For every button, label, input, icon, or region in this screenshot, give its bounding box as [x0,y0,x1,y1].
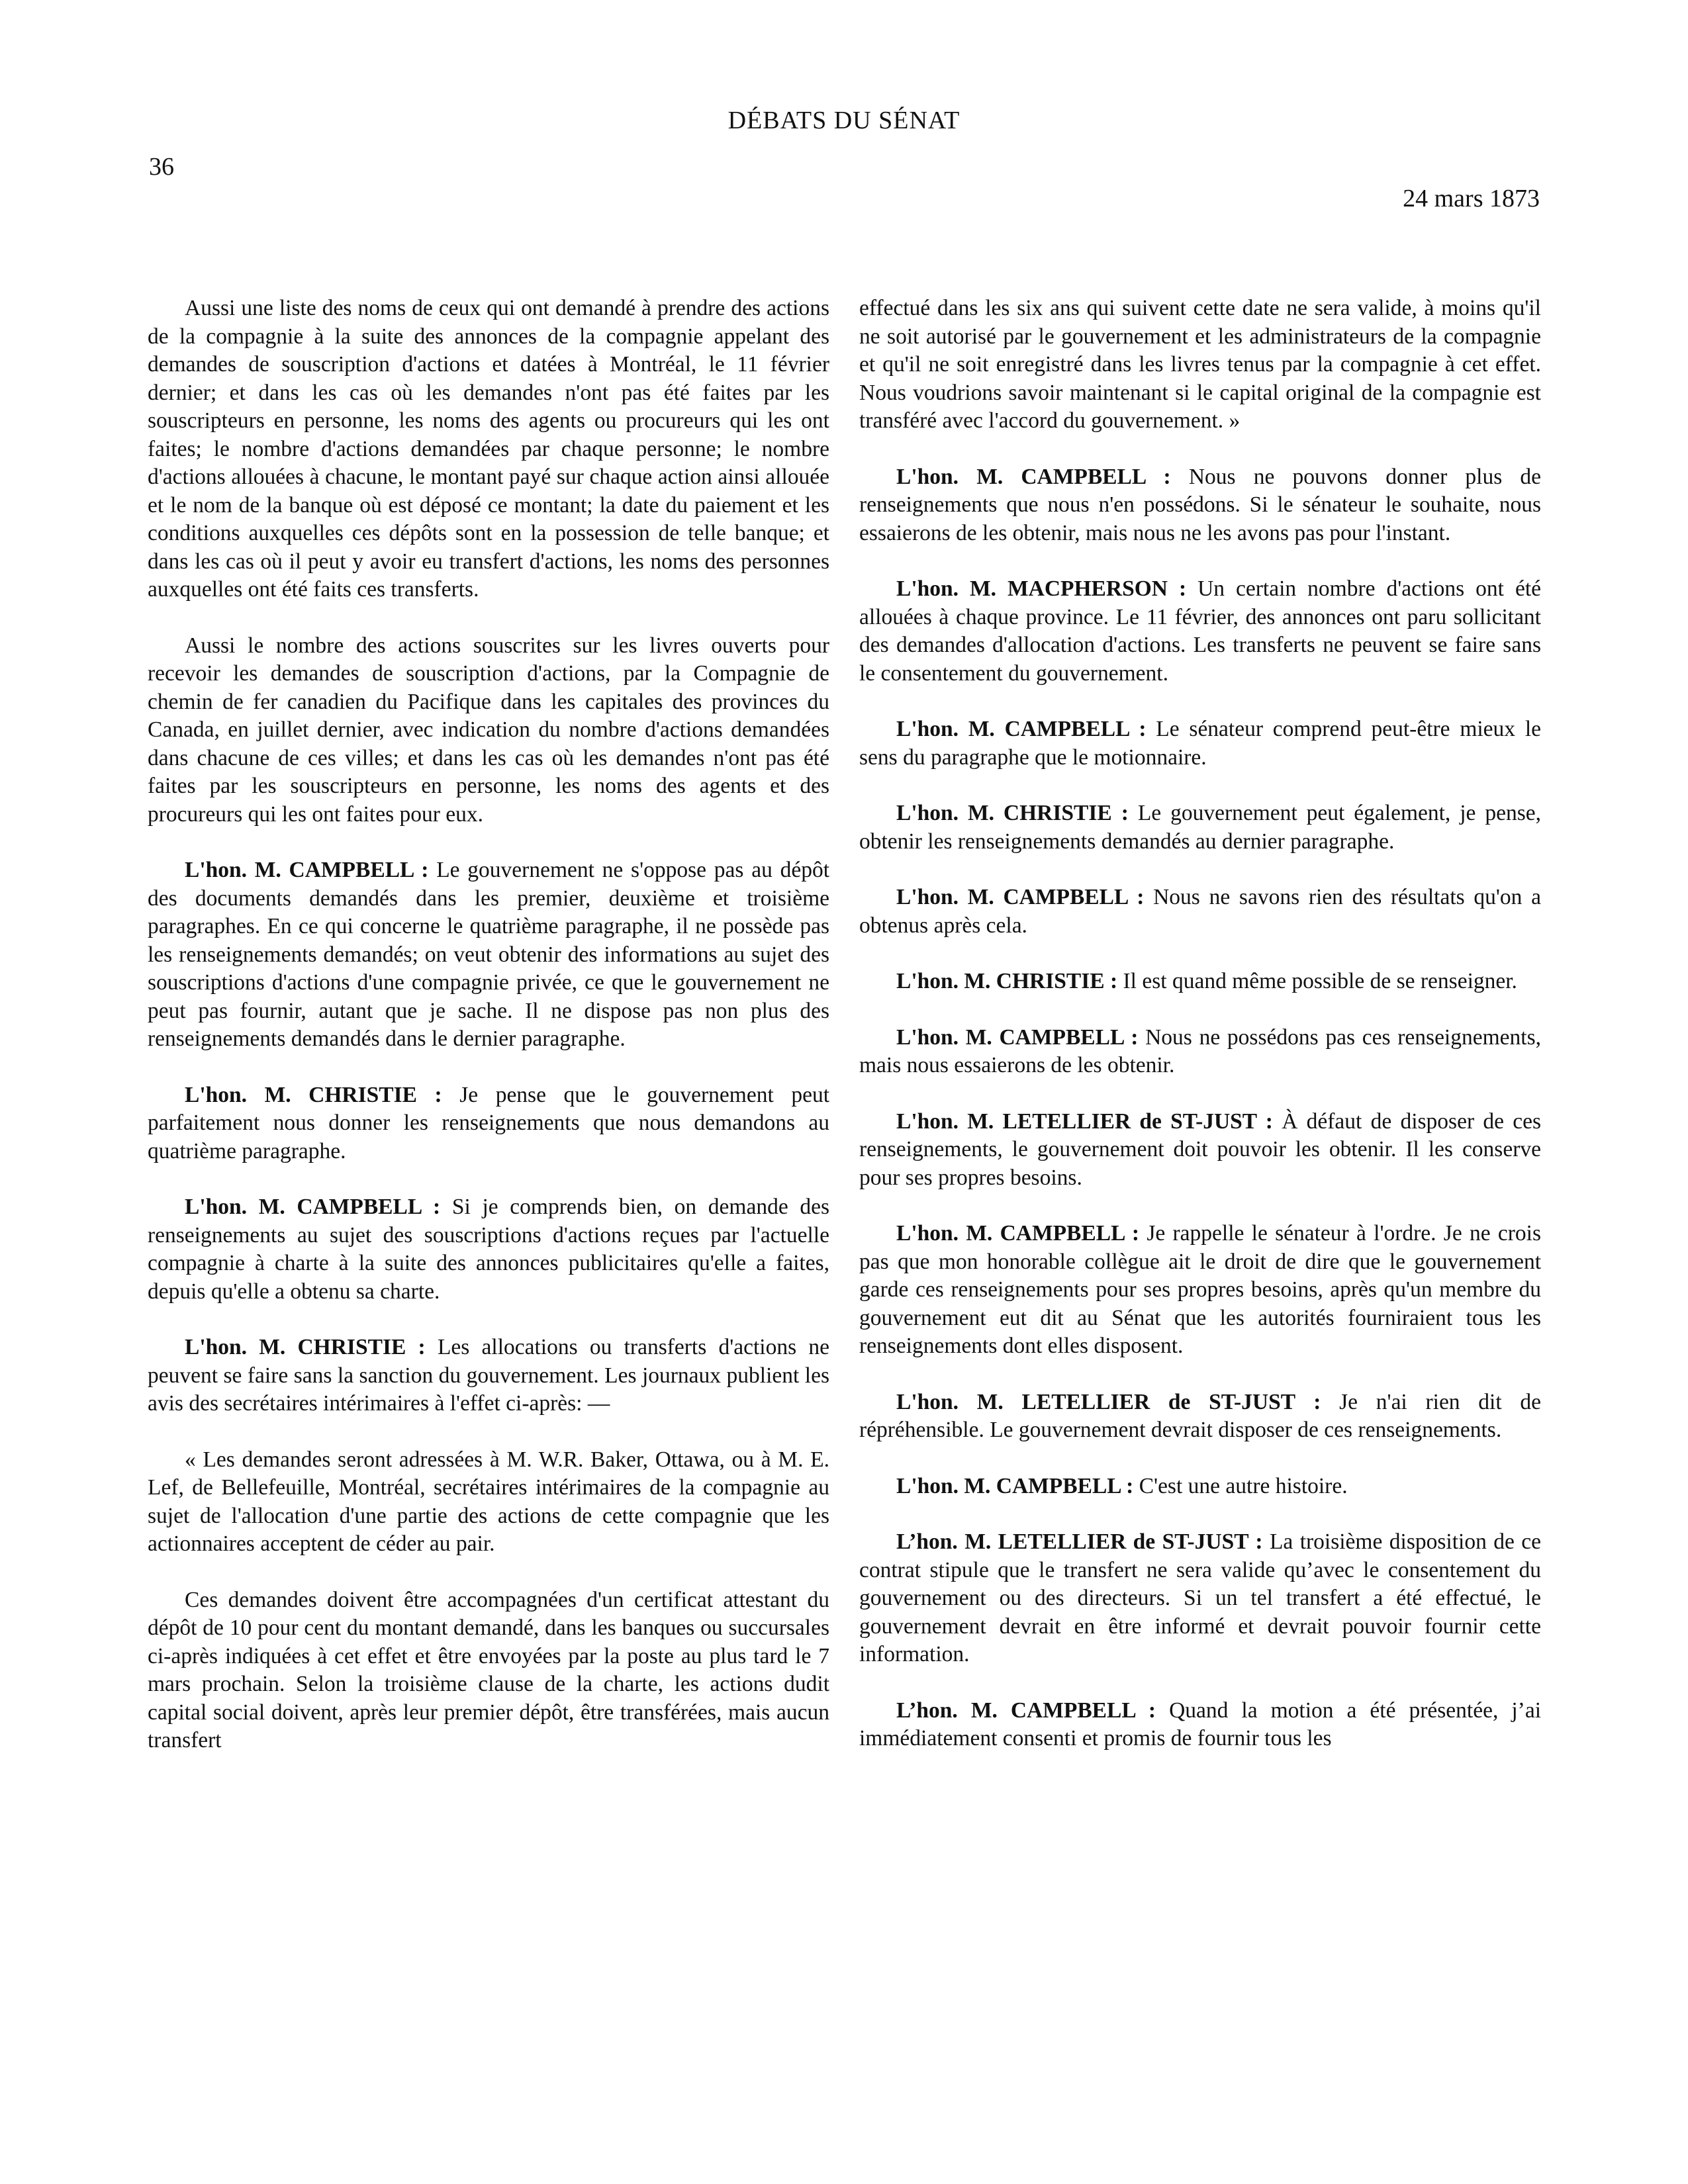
paragraph [859,884,1541,940]
paragraph [859,1220,1541,1361]
paragraph-text: Un certain nombre d'actions ont été allouées à chaque province. Le 11 février, des annonces ont paru sollicitant des demandes d'allocation d'actions. Les transferts ne peuvent se faire sans le consentement du gouvernement. [859,576,1541,686]
paragraph-text: Nous ne savons rien des résultats qu'on a obtenus après cela. [859,885,1542,938]
paragraph [859,1697,1541,1753]
page-date: 24 mars 1873 [1403,185,1540,212]
speaker-name: L’hon. M. LETELLIER de ST-JUST : [896,1529,1263,1554]
paragraph [859,463,1541,548]
paragraph-text: Aussi le nombre des actions souscrites sur les livres ouverts pour recevoir les demandes de souscription d'actions, par la Compagnie de chemin de fer canadien du Pacifique dans les capitales des provinces du Canada, en juillet dernier, avec indication du nombre d'actions demandées dans chacune de ces villes; et dans les cas où les demandes n'ont pas été faites par les souscripteurs en personne, les noms des agents et des procureurs qui les ont faites pour eux. [148,633,829,827]
continued-paragraph [859,295,1541,435]
paragraph-text: Nous ne pouvons donner plus de renseignements que nous n'en possédons. Si le sénateur le souhaite, nous essaierons de les obtenir, mais nous ne les avons pas pour l'instant. [859,464,1542,545]
paragraph-text: C'est une autre histoire. [1139,1473,1348,1498]
paragraph-text: effectué dans les six ans qui suivent cette date ne sera valide, à moins qu'il ne soit autorisé par le gouvernement et les administrateurs de la compagnie et qu'il ne soit enregistré dans les livres tenus par la compagnie à cet effet. Nous voudrions savoir maintenant si le capital original de la compagnie est transféré avec l'accord du gouvernement. » [859,296,1541,433]
speaker-name: L'hon. M. CAMPBELL : [896,717,1147,741]
page-number: 36 [149,153,174,181]
paragraph-text: Aussi une liste des noms de ceux qui ont demandé à prendre des actions de la compagnie à la suite des annonces de la compagnie appelant des demandes de souscription d'actions et datées à Montréal, le 11 février dernier; et dans les cas où les demandes n'ont pas été faites par les souscripteurs en personne, les noms des agents ou procureurs qui les ont faites; le nombre d'actions demandées par chaque personne; le nombre d'actions allouées à chacune, le montant payé sur chaque action ainsi allouée et le nom de la banque où est déposé ce montant; la date du paiement et les conditions auxquelles ces dépôts sont en la possession de telle banque; et dans les cas où il peut y avoir eu transfert d'actions, les noms des personnes auxquelles ont été faits ces transferts. [148,296,829,602]
paragraph [859,715,1541,772]
paragraph-text: Je pense que le gouvernement peut parfaitement nous donner les renseignements que nous demandons au quatrième paragraphe. [148,1082,830,1163]
speaker-name: L'hon. M. CHRISTIE : [185,1082,442,1107]
quoted-paragraph [148,1446,829,1559]
paragraph-text: À défaut de disposer de ces renseignements, le gouvernement doit pouvoir les obtenir. Il les conserve pour ses propres besoins. [859,1109,1542,1190]
speaker-name: L'hon. M. CAMPBELL : [896,885,1145,909]
speaker-name: L'hon. M. CAMPBELL : [896,1024,1139,1050]
running-header-title: DÉBATS DU SÉNAT [727,107,961,134]
paragraph [859,1108,1541,1193]
speaker-name: L'hon. M. CAMPBELL : [185,858,429,882]
quoted-paragraph [148,1586,829,1755]
paragraph [148,295,829,604]
paragraph [859,1024,1541,1080]
paragraph-text: Quand la motion a été présentée, j’ai immédiatement consenti et promis de fournir tous les [859,1698,1541,1751]
speaker-name: L'hon. M. LETELLIER de ST-JUST : [896,1109,1273,1134]
paragraph-text: Les allocations ou transferts d'actions ne peuvent se faire sans la sanction du gouvernement. Les journaux publient les avis des secrétaires intérimaires à l'effet ci-après: — [148,1335,829,1416]
paragraph [859,1473,1541,1501]
speaker-name: L'hon. M. CAMPBELL : [896,1473,1134,1498]
left-column [148,295,829,1783]
speaker-name: L'hon. M. CAMPBELL : [185,1195,441,1219]
paragraph [148,856,829,1054]
paragraph [148,1334,829,1418]
paragraph-text: Je n'ai rien dit de répréhensible. Le gouvernement devrait disposer de ces renseignements. [859,1389,1542,1442]
speaker-name: L'hon. M. CHRISTIE : [185,1335,426,1359]
paragraph-text: Il est quand même possible de se renseigner. [1123,969,1517,993]
speaker-name: L'hon. M. LETELLIER de ST-JUST : [896,1389,1321,1414]
paragraph-text: Si je comprends bien, on demande des renseignements au sujet des souscriptions d'actions reçues par l'actuelle compagnie à charte à la suite des annonces publicitaires qu'elle a faites, depuis qu'elle a obtenu sa charte. [148,1195,830,1304]
speaker-name: L'hon. M. CAMPBELL : [896,1221,1140,1246]
paragraph-text: Le sénateur comprend peut-être mieux le sens du paragraphe que le motionnaire. [859,717,1542,770]
paragraph-text: La troisième disposition de ce contrat stipule que le transfert ne sera valide qu’avec le consentement du gouvernement ou des directeurs. Si un tel transfert a été effectué, le gouvernement devrait en être informé et devrait pouvoir fournir cette information. [859,1529,1541,1666]
speaker-name: L'hon. M. MACPHERSON : [896,576,1187,601]
paragraph [859,799,1541,856]
paragraph [859,1388,1541,1445]
speaker-name: L’hon. M. CAMPBELL : [896,1698,1156,1723]
paragraph [148,1193,829,1306]
right-column [859,295,1541,1781]
speaker-name: L'hon. M. CHRISTIE : [896,969,1118,993]
paragraph-text: « Les demandes seront adressées à M. W.R. Baker, Ottawa, ou à M. E. Lef, de Bellefeuille, Montréal, secrétaires intérimaires de la compagnie au sujet de l'allocation d'une partie des actions de cette compagnie que les actionnaires acceptent de céder au pair. [148,1447,829,1556]
paragraph-text: Nous ne possédons pas ces renseignements, mais nous essaierons de les obtenir. [859,1024,1542,1077]
paragraph [148,632,829,829]
paragraph [148,1081,829,1166]
speaker-name: L'hon. M. CAMPBELL : [896,464,1171,489]
paragraph-text: Le gouvernement ne s'oppose pas au dépôt des documents demandés dans les premier, deuxième et troisième paragraphes. En ce qui concerne le quatrième paragraphe, il ne possède pas les renseignements demandés; on veut obtenir des informations au sujet des souscriptions d'actions d'une compagnie privée, ce que le gouvernement ne peut pas fournir, autant que je sache. Il ne dispose pas non plus des renseignements demandés dans le dernier paragraphe. [148,858,830,1051]
paragraph [859,575,1541,688]
paragraph-text: Ces demandes doivent être accompagnées d'un certificat attestant du dépôt de 10 pour cent du montant demandé, dans les banques ou succursales ci-après indiquées à cet effet et être envoyées par la poste au plus tard le 7 mars prochain. Selon la troisième clause de la charte, les actions dudit capital social doivent, après leur premier dépôt, être transférées, mais aucun transfert [148,1587,829,1752]
paragraph-text: Je rappelle le sénateur à l'ordre. Je ne crois pas que mon honorable collègue ait le droit de dire que le gouvernement garde ces renseignements pour ses propres besoins, après qu'un membre du gouvernement eut dit au Sénat que les autorités fourniraient tous les renseignements dont elles disposent. [859,1221,1542,1358]
speaker-name: L'hon. M. CHRISTIE : [896,801,1129,825]
paragraph [859,968,1541,996]
paragraph-text: Le gouvernement peut également, je pense, obtenir les renseignements demandés au dernier paragraphe. [859,801,1542,854]
paragraph [859,1528,1541,1669]
